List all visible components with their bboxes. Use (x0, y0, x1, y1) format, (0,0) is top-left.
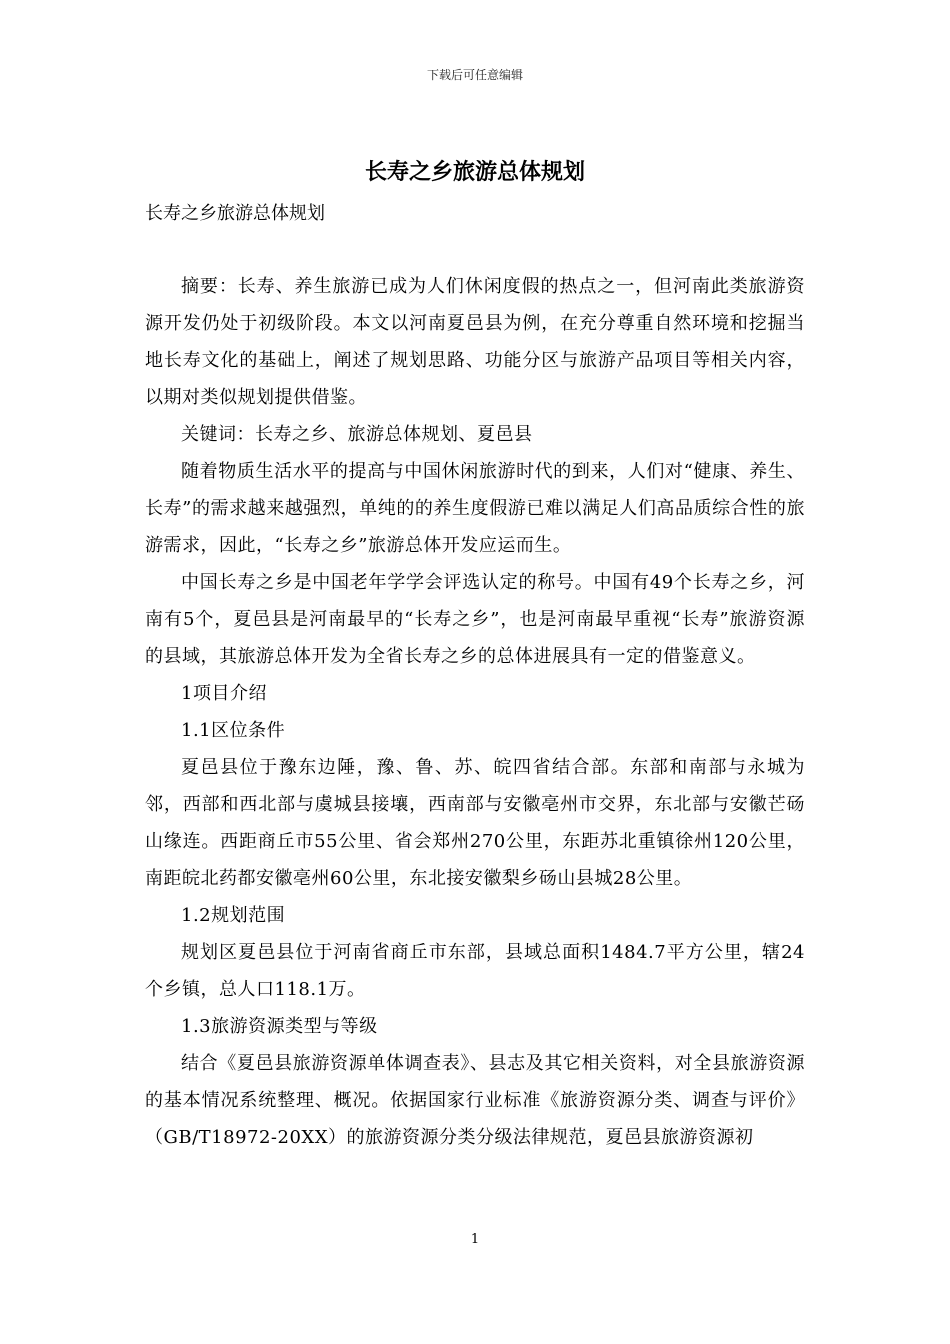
keywords-paragraph: 关键词：长寿之乡、旅游总体规划、夏邑县 (181, 424, 533, 445)
body-paragraph: 规划区夏邑县位于河南省商丘市东部，县域总面积1484.7平方公里，辖24个乡镇，总人口118.1万。 (145, 942, 805, 1000)
section-heading: 1.2规划范围 (181, 905, 286, 926)
section-heading: 1.3旅游资源类型与等级 (181, 1016, 378, 1037)
document-subtitle: 长寿之乡旅游总体规划 (145, 203, 325, 224)
body-paragraph: 结合《夏邑县旅游资源单体调查表》、县志及其它相关资料，对全县旅游资源的基本情况系统整理、概况。依据国家行业标准《旅游资源分类、调查与评价》（GB/T18972-20XX）的旅游资源分类分级法律规范，夏邑县旅游资源初 (145, 1053, 805, 1148)
section-heading: 1.1区位条件 (181, 720, 286, 741)
section-heading: 1项目介绍 (181, 683, 267, 704)
abstract-paragraph: 摘要：长寿、养生旅游已成为人们休闲度假的热点之一，但河南此类旅游资源开发仍处于初级阶段。本文以河南夏邑县为例，在充分尊重自然环境和挖掘当地长寿文化的基础上，阐述了规划思路、功能分区与旅游产品项目等相关内容，以期对类似规划提供借鉴。 (145, 276, 805, 408)
document-title: 长寿之乡旅游总体规划 (364, 159, 585, 185)
header-note: 下载后可任意编辑 (426, 68, 523, 82)
body-paragraph: 中国长寿之乡是中国老年学学会评选认定的称号。中国有49个长寿之乡，河南有5个，夏邑县是河南最早的“长寿之乡”，也是河南最早重视“长寿”旅游资源的县域，其旅游总体开发为全省长寿之乡的总体进展具有一定的借鉴意义。 (145, 572, 805, 667)
body-paragraph: 夏邑县位于豫东边陲，豫、鲁、苏、皖四省结合部。东部和南部与永城为邻，西部和西北部与虞城县接壤，西南部与安徽亳州市交界，东北部与安徽芒砀山缘连。西距商丘市55公里、省会郑州270公里，东距苏北重镇徐州120公里，南距皖北药都安徽亳州60公里，东北接安徽梨乡砀山县城28公里。 (145, 757, 805, 889)
body-paragraph: 随着物质生活水平的提高与中国休闲旅游时代的到来，人们对“健康、养生、长寿”的需求越来越强烈，单纯的的养生度假游已难以满足人们高品质综合性的旅游需求，因此，“长寿之乡”旅游总体开发应运而生。 (145, 461, 805, 556)
document-body (145, 268, 805, 1156)
page-number: 1 (470, 1232, 480, 1247)
